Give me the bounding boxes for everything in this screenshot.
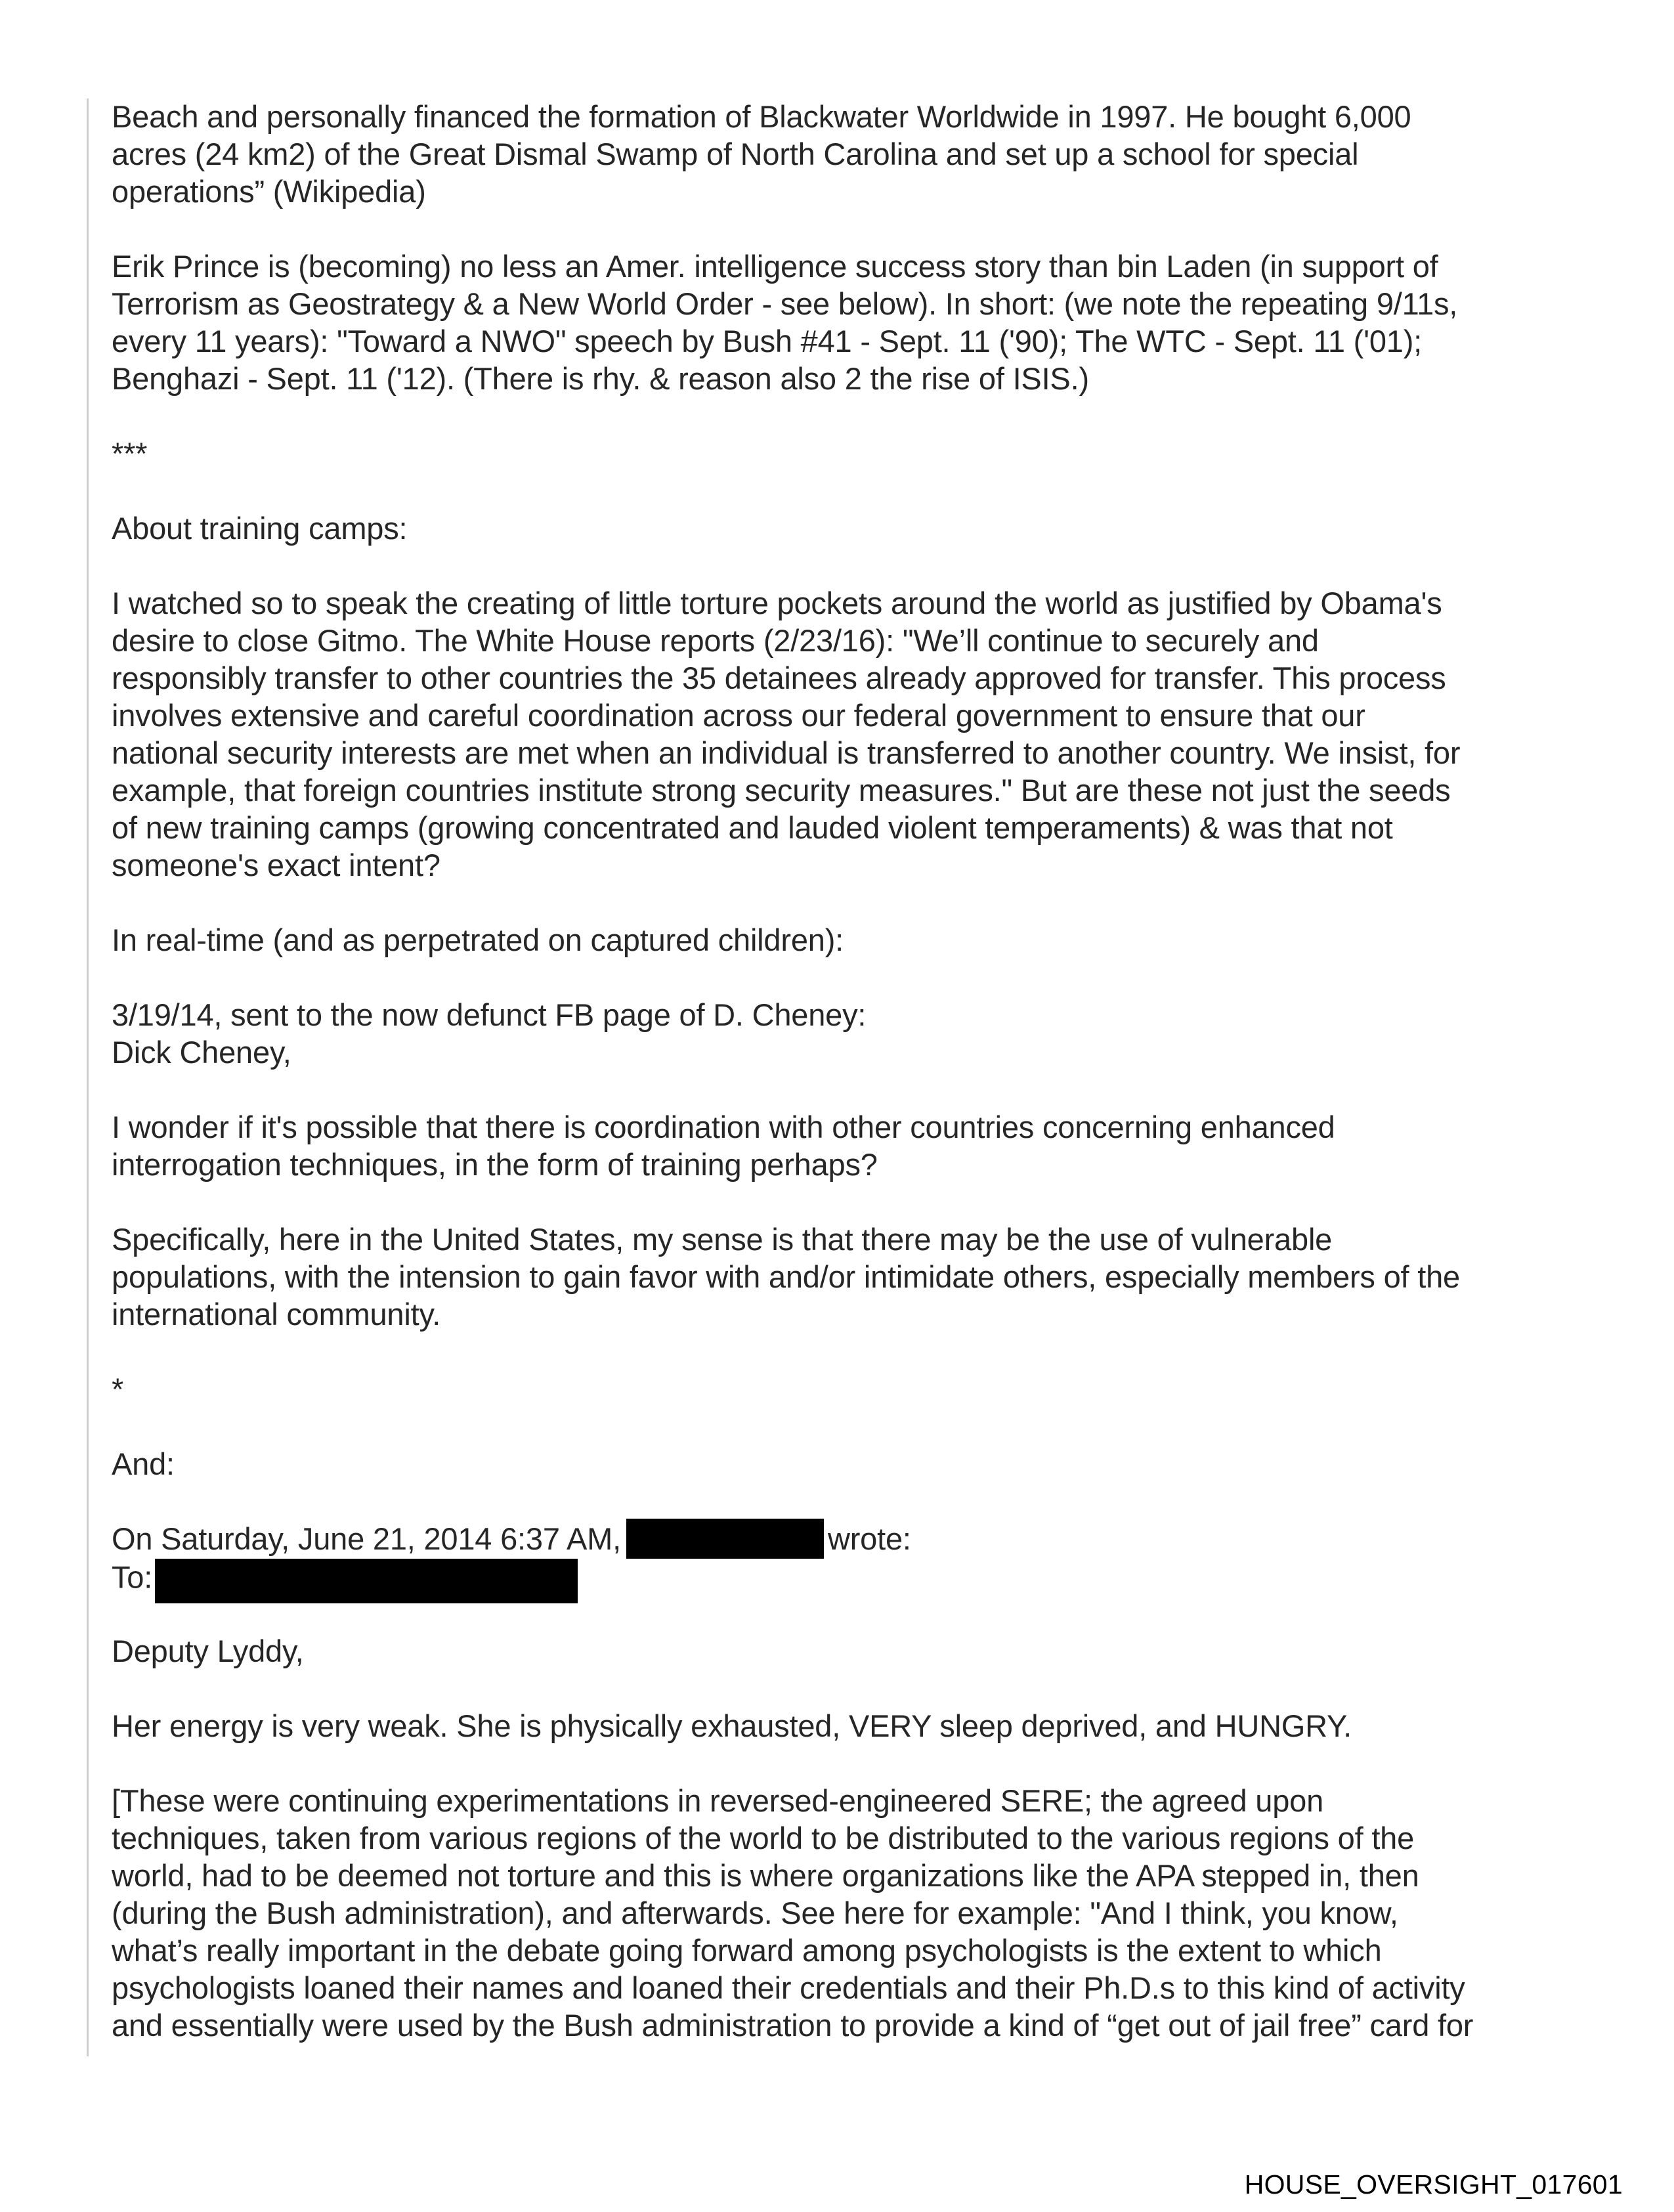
quote-attribution xyxy=(112,1520,1595,1557)
text-line: techniques, taken from various regions of the world to be distributed to the various regions of the xyxy=(112,1821,1415,1855)
text-line: interrogation techniques, in the form of training perhaps? xyxy=(112,1147,878,1182)
text-line: involves extensive and careful coordination across our federal government to ensure that our xyxy=(112,698,1365,733)
bates-number: HOUSE_OVERSIGHT_017601 xyxy=(1244,2169,1623,2200)
quote-date-prefix: On Saturday, June 21, 2014 6:37 AM, xyxy=(112,1521,621,1556)
text-line: world, had to be deemed not torture and this is where organizations like the APA stepped in, then xyxy=(112,1858,1419,1893)
text-line: every 11 years): "Toward a NWO" speech by Bush #41 - Sept. 11 ('90); The WTC - Sept. 11 ('01); xyxy=(112,324,1423,358)
text-line: I watched so to speak the creating of little torture pockets around the world as justified by Obama's xyxy=(112,586,1442,620)
paragraph-gitmo xyxy=(112,584,1595,884)
text-line: Beach and personally financed the formation of Blackwater Worldwide in 1997. He bought 6,000 xyxy=(112,99,1411,134)
email-quote-header xyxy=(112,1520,1595,1595)
text-line: And: xyxy=(112,1446,175,1481)
text-line: someone's exact intent? xyxy=(112,848,440,882)
text-line: and essentially were used by the Bush administration to provide a kind of “get out of jail free” card for xyxy=(112,2008,1474,2043)
salutation: Deputy Lyddy, xyxy=(112,1634,304,1668)
paragraph-cheney-intro xyxy=(112,996,1595,1071)
text-line: psychologists loaned their names and loaned their credentials and their Ph.D.s to this kind of activity xyxy=(112,1970,1465,2005)
quote-recipient-line xyxy=(112,1557,1595,1595)
paragraph-blackwater xyxy=(112,98,1595,210)
text-line: [These were continuing experimentations in reversed-engineered SERE; the agreed upon xyxy=(112,1783,1324,1818)
text-line: 3/19/14, sent to the now defunct FB page of D. Cheney: xyxy=(112,997,867,1032)
salutation: Dick Cheney, xyxy=(112,1035,291,1070)
paragraph-real-time xyxy=(112,921,1595,959)
quoted-text-border xyxy=(87,98,89,2056)
separator-asterisks: *** xyxy=(112,436,148,471)
text-line: operations” (Wikipedia) xyxy=(112,174,426,209)
text-line: international community. xyxy=(112,1297,441,1332)
redacted-recipient xyxy=(155,1559,578,1603)
to-label: To: xyxy=(112,1559,153,1595)
paragraph-sere xyxy=(112,1782,1595,2044)
paragraph-deputy-salutation xyxy=(112,1632,1595,1670)
separator-asterisk: * xyxy=(112,1372,124,1406)
text-line: About training camps: xyxy=(112,511,408,546)
text-line: (during the Bush administration), and afterwards. See here for example: "And I think, you know, xyxy=(112,1896,1398,1930)
text-line: populations, with the intension to gain favor with and/or intimidate others, especially members of the xyxy=(112,1259,1460,1294)
paragraph-coordination xyxy=(112,1108,1595,1183)
text-line: example, that foreign countries institute strong security measures." But are these not just the seeds xyxy=(112,773,1451,808)
section-separator xyxy=(112,1370,1595,1408)
quote-wrote-suffix: wrote: xyxy=(827,1521,911,1556)
text-line: responsibly transfer to other countries the 35 detainees already approved for transfer. This process xyxy=(112,661,1446,695)
text-line: desire to close Gitmo. The White House reports (2/23/16): "We’ll continue to securely and xyxy=(112,623,1319,658)
text-line: Specifically, here in the United States, my sense is that there may be the use of vulnerable xyxy=(112,1222,1333,1257)
heading-training-camps xyxy=(112,510,1595,547)
text-line: Her energy is very weak. She is physically exhausted, VERY sleep deprived, and HUNGRY. xyxy=(112,1708,1352,1743)
text-line: Terrorism as Geostrategy & a New World Order - see below). In short: (we note the repeating 9/11s, xyxy=(112,286,1458,321)
text-line: I wonder if it's possible that there is coordination with other countries concerning enhanced xyxy=(112,1110,1335,1144)
redacted-sender xyxy=(626,1519,824,1559)
text-line: of new training camps (growing concentrated and lauded violent temperaments) & was that not xyxy=(112,810,1393,845)
paragraph-and xyxy=(112,1445,1595,1483)
paragraph-erik-prince xyxy=(112,248,1595,397)
text-line: what’s really important in the debate going forward among psychologists is the extent to which xyxy=(112,1933,1382,1968)
paragraph-energy xyxy=(112,1707,1595,1745)
email-body xyxy=(112,98,1595,2044)
text-line: Erik Prince is (becoming) no less an Amer. intelligence success story than bin Laden (in support of xyxy=(112,249,1438,284)
text-line: In real-time (and as perpetrated on captured children): xyxy=(112,922,844,957)
text-line: acres (24 km2) of the Great Dismal Swamp of North Carolina and set up a school for special xyxy=(112,137,1359,171)
text-line: national security interests are met when an individual is transferred to another country. We insist, for xyxy=(112,735,1461,770)
section-separator xyxy=(112,435,1595,472)
paragraph-vulnerable-populations xyxy=(112,1221,1595,1333)
text-line: Benghazi - Sept. 11 ('12). (There is rhy. & reason also 2 the rise of ISIS.) xyxy=(112,361,1089,396)
